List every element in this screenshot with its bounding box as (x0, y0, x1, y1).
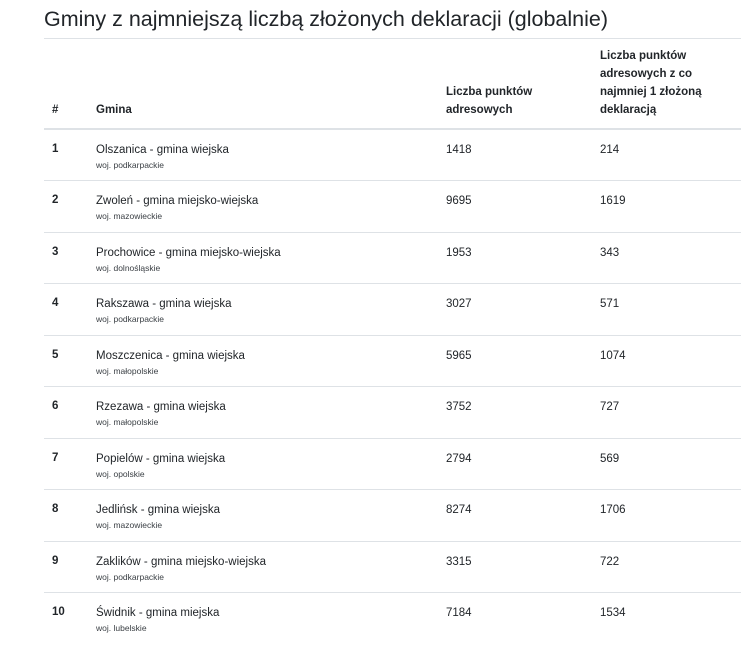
declared-value: 571 (600, 298, 620, 310)
points-cell (438, 232, 592, 284)
declared-value: 1074 (600, 349, 626, 362)
points-cell (438, 387, 592, 439)
declared-value: 1706 (600, 504, 626, 516)
header-declared: Liczba punktów adresowych z co najmniej 1 złożoną deklaracją (592, 39, 741, 130)
gmina-name: Olszanica - gmina wiejska (96, 144, 229, 156)
gmina-cell (88, 490, 438, 542)
gmina-name: Zwoleń - gmina miejsko-wiejska (96, 195, 259, 207)
table-row (44, 387, 741, 439)
declarations-table (44, 38, 741, 644)
declared-cell (592, 129, 741, 181)
gmina-cell (88, 181, 438, 233)
gmina-region: woj. podkarpackie (96, 314, 165, 324)
row-number: 2 (44, 181, 88, 233)
table-header (44, 39, 741, 130)
points-value: 1418 (446, 144, 472, 156)
declared-value: 343 (600, 246, 620, 259)
table-row (44, 129, 741, 181)
table-body (44, 129, 741, 644)
gmina-region: woj. podkarpackie (96, 160, 165, 170)
row-number: 3 (44, 232, 88, 284)
points-value: 3315 (446, 555, 472, 568)
table-row (44, 284, 741, 336)
points-value: 9695 (446, 195, 472, 207)
gmina-name: Popielów - gmina wiejska (96, 452, 226, 465)
declared-cell (592, 490, 741, 542)
gmina-region: woj. opolskie (96, 468, 145, 479)
table-row (44, 593, 741, 645)
points-value: 3027 (446, 298, 472, 310)
gmina-cell (88, 387, 438, 439)
points-value: 7184 (446, 607, 472, 619)
gmina-cell (88, 232, 438, 284)
table-row (44, 232, 741, 284)
declared-cell (592, 541, 741, 593)
points-cell (438, 335, 592, 387)
row-number: 6 (44, 387, 88, 439)
gmina-region: woj. dolnośląskie (96, 262, 161, 273)
header-gmina: Gmina (88, 39, 438, 130)
gmina-region: woj. małopolskie (96, 365, 159, 376)
declared-value: 1534 (600, 607, 626, 619)
points-cell (438, 593, 592, 645)
gmina-region: woj. małopolskie (96, 417, 159, 427)
declared-cell (592, 593, 741, 645)
declared-value: 214 (600, 144, 620, 156)
page-title: Gminy z najmniejszą liczbą złożonych deklaracji (globalnie) (44, 7, 609, 31)
gmina-name: Świdnik - gmina miejska (96, 607, 220, 619)
declared-cell (592, 232, 741, 284)
table-row (44, 181, 741, 233)
row-number: 9 (44, 541, 88, 593)
points-value: 8274 (446, 504, 472, 516)
table-row (44, 438, 741, 490)
declared-value: 1619 (600, 195, 626, 207)
gmina-name: Rzezawa - gmina wiejska (96, 401, 226, 413)
row-number: 5 (44, 335, 88, 387)
header-row (44, 39, 741, 130)
declared-cell (592, 387, 741, 439)
declared-cell (592, 438, 741, 490)
gmina-cell (88, 593, 438, 645)
row-number: 1 (44, 129, 88, 181)
points-value: 3752 (446, 401, 472, 413)
declared-value: 569 (600, 452, 620, 465)
gmina-name: Zaklików - gmina miejsko-wiejska (96, 555, 266, 568)
header-num: # (44, 39, 88, 130)
gmina-region: woj. mazowieckie (96, 211, 163, 221)
row-number: 8 (44, 490, 88, 542)
points-cell (438, 129, 592, 181)
gmina-cell (88, 284, 438, 336)
table-row (44, 541, 741, 593)
gmina-name: Moszczenica - gmina wiejska (96, 349, 245, 362)
declared-cell (592, 284, 741, 336)
points-cell (438, 438, 592, 490)
declared-cell (592, 335, 741, 387)
gmina-cell (88, 541, 438, 593)
row-number: 7 (44, 438, 88, 490)
points-value: 1953 (446, 246, 472, 259)
points-value: 2794 (446, 452, 472, 465)
points-cell (438, 284, 592, 336)
gmina-region: woj. podkarpackie (96, 571, 165, 582)
row-number: 4 (44, 284, 88, 336)
gmina-name: Jedlińsk - gmina wiejska (96, 504, 220, 516)
points-cell (438, 541, 592, 593)
table-row (44, 490, 741, 542)
gmina-cell (88, 438, 438, 490)
points-cell (438, 490, 592, 542)
gmina-region: woj. mazowieckie (96, 520, 163, 530)
table-container (44, 38, 741, 644)
gmina-region: woj. lubelskie (96, 623, 147, 633)
declared-value: 722 (600, 555, 620, 568)
header-points: Liczba punktów adresowych (438, 39, 592, 130)
table-row (44, 335, 741, 387)
gmina-name: Rakszawa - gmina wiejska (96, 298, 232, 310)
points-cell (438, 181, 592, 233)
gmina-cell (88, 335, 438, 387)
gmina-name: Prochowice - gmina miejsko-wiejska (96, 246, 281, 259)
gmina-cell (88, 129, 438, 181)
row-number: 10 (44, 593, 88, 645)
declared-cell (592, 181, 741, 233)
points-value: 5965 (446, 349, 472, 362)
declared-value: 727 (600, 401, 620, 413)
